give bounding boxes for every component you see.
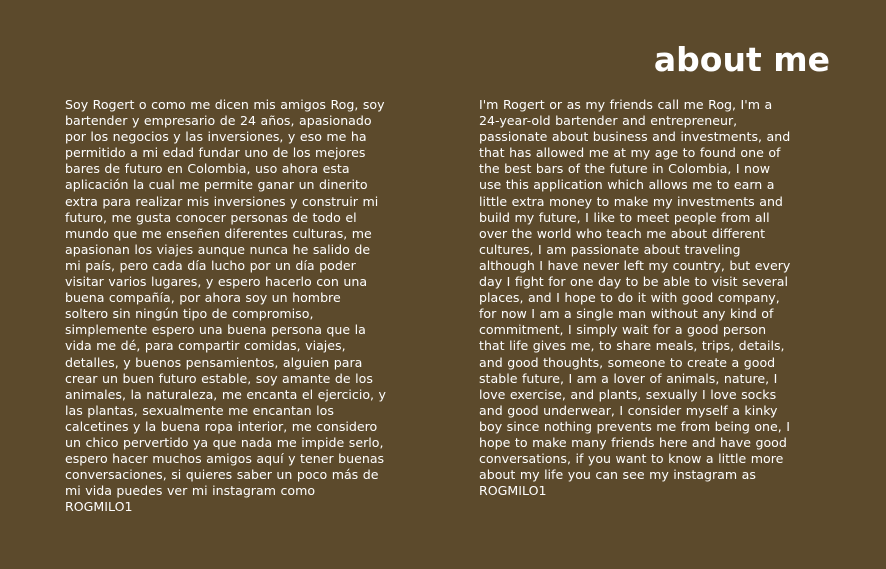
- paragraph-english: I'm Rogert or as my friends call me Rog, I'm a 24-year-old bartender and entrepreneur, passionate about business and investments, and that has allowed me at my age to found one of the best bars of the future in Colombia, I now use this application which allows me to earn a little extra money to make my investments and build my future, I like to meet people from all over the world who teach me about different cultures, I am passionate about traveling although I have never left my country, but every day I fight for one day to be able to visit several places, and I hope to do it with good company, for now I am a single man without any kind of commitment, I simply wait for a good person that life gives me, to share meals, trips, details, and good thoughts, someone to create a good stable future, I am a lover of animals, nature, I love exercise, and plants, sexually I love socks and good underwear, I consider myself a kinky boy since nothing prevents me from being one, I hope to make many friends here and have good conversations, if you want to know a little more about my life you can see my instagram as ROGMILO1: [479, 97, 791, 499]
- about-text-english: [479, 97, 791, 499]
- paragraph-spanish: Soy Rogert o como me dicen mis amigos Rog, soy bartender y empresario de 24 años, apasionado por los negocios y las inversiones, y eso me ha permitido a mi edad fundar uno de los mejores bares de futuro en Colombia, uso ahora esta aplicación la cual me permite ganar un dinerito extra para realizar mis inversiones y construir mi futuro, me gusta conocer personas de todo el mundo que me enseñen diferentes culturas, me apasionan los viajes aunque nunca he salido de mi país, pero cada día lucho por un día poder visitar varios lugares, y espero hacerlo con una buena compañía, por ahora soy un hombre soltero sin ningún tipo de compromiso, simplemente espero una buena persona que la vida me dé, para compartir comidas, viajes, detalles, y buenos pensamientos, alguien para crear un buen futuro estable, soy amante de los animales, la naturaleza, me encanta el ejercicio, y las plantas, sexualmente me encantan los calcetines y la buena ropa interior, me considero un chico pervertido ya que nada me impide serlo, espero hacer muchos amigos aquí y tener buenas conversaciones, si quieres saber un poco más de mi vida puedes ver mi instagram como ROGMILO1: [65, 97, 387, 515]
- page-title: about me: [653, 40, 830, 79]
- about-text-spanish: [65, 97, 387, 515]
